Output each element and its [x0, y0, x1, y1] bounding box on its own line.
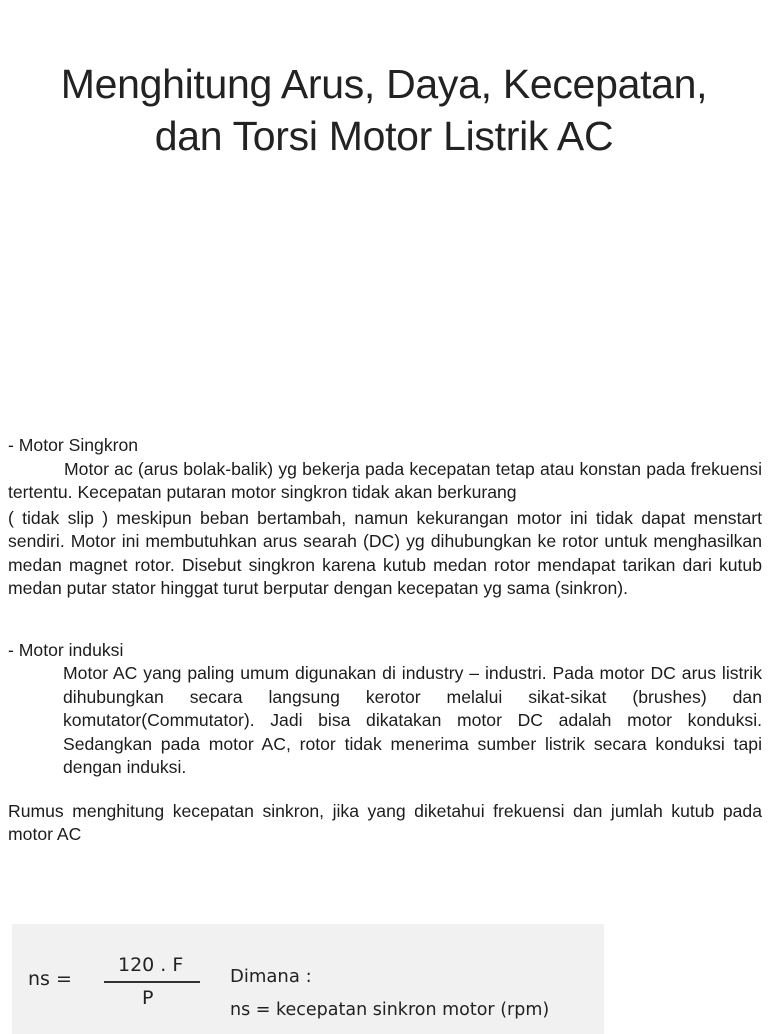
section-heading-motor-induksi: - Motor induksi — [8, 639, 124, 660]
section-heading-motor-singkron: - Motor Singkron — [8, 435, 139, 455]
slide-title — [0, 58, 768, 162]
formula-image — [12, 924, 604, 1034]
slide-title-line-1: Menghitung Arus, Daya, Kecepatan, — [60, 61, 708, 107]
formula-definition-ns: ns = kecepatan sinkron motor (rpm) — [230, 1000, 550, 1020]
slide-title-line-2: dan Torsi Motor Listrik AC — [154, 113, 614, 159]
formula-lhs: ns = — [28, 968, 72, 990]
paragraph-singkron-2: ( tidak slip ) meskipun beban bertambah, namun kekurangan motor ini tidak dapat menstart sendiri. Motor ini membutuhkan arus searah (DC) yg dihubungkan ke rotor untuk menghasilkan medan magnet rotor. Disebut singkron karena kutub medan rotor mendapat tarikan dari kutub medan putar stator hinggat turut berputar dengan kecepatan yg sama (sinkron). — [8, 507, 762, 598]
formula-numerator: 120 . F — [118, 954, 184, 976]
paragraph-rumus: Rumus menghitung kecepatan sinkron, jika yang diketahui frekuensi dan jumlah kutub pada motor AC — [8, 800, 762, 844]
paragraph-singkron-1-text: Motor ac (arus bolak-balik) yg bekerja pada kecepatan tetap atau konstan pada frekuensi tertentu. Kecepatan putaran motor singkron tidak akan berkurang — [8, 458, 762, 502]
formula-where-label: Dimana : — [230, 966, 312, 987]
slide-body — [8, 434, 762, 847]
paragraph-singkron-1 — [8, 458, 762, 505]
formula-fraction-bar — [104, 981, 200, 983]
paragraph-induksi: Motor AC yang paling umum digunakan di industry – industri. Pada motor DC arus listrik dihubungkan secara langsung kerotor melalui sikat-sikat (brushes) dan komutator(Commutator). Jadi bisa dikatakan motor DC adalah motor konduksi. Sedangkan pada motor AC, rotor tidak menerima sumber listrik secara konduksi tapi dengan induksi. — [63, 663, 762, 777]
formula-denominator: P — [142, 987, 154, 1009]
